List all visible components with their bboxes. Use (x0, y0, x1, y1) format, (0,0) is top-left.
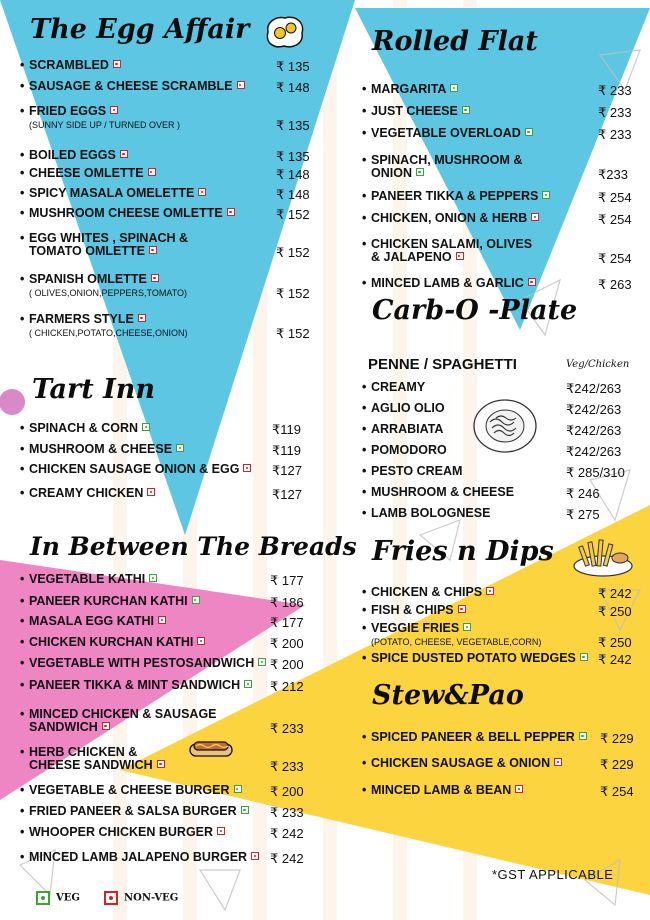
menu-item-price: ₹ 148 (276, 80, 310, 95)
veg-symbol-icon (450, 84, 458, 92)
menu-item-price: ₹ 212 (270, 679, 304, 694)
bullet-icon: • (20, 745, 25, 759)
menu-item-name: CHICKEN SALAMI, OLIVES & JALAPENO (371, 237, 533, 264)
menu-item-name: SPICY MASALA OMELETTE (29, 187, 206, 200)
menu-item-name: POMODORO (371, 443, 447, 457)
menu-item-price: ₹ 148 (276, 167, 310, 182)
bullet-icon: • (362, 82, 367, 96)
bullet-icon: • (20, 614, 25, 628)
bullet-icon: • (20, 421, 25, 435)
nonveg-symbol-icon (243, 464, 251, 472)
stew-pao-title: Stew&Pao (372, 680, 524, 711)
menu-item-name: LAMB BOLOGNESE (371, 506, 491, 520)
veg-symbol-icon (579, 732, 587, 740)
bullet-icon: • (20, 486, 25, 500)
gst-note: *GST APPLICABLE (492, 867, 614, 882)
bullet-icon: • (362, 756, 367, 770)
menu-item-price: ₹ 254 (600, 784, 634, 799)
menu-item-name: CHICKEN & CHIPS (371, 586, 494, 599)
menu-item-name: JUST CHEESE (371, 105, 470, 118)
legend-veg-label: VEG (56, 892, 80, 904)
bullet-icon: • (20, 79, 25, 93)
menu-item-price: ₹ 242 (270, 851, 304, 866)
bullet-icon: • (362, 464, 367, 478)
bullet-icon: • (362, 651, 367, 665)
menu-item-name: CHICKEN SAUSAGE ONION & EGG (29, 463, 251, 476)
menu-item-price: ₹119 (272, 443, 301, 458)
veg-symbol-icon (192, 596, 200, 604)
menu-item-price: ₹ 250 (598, 635, 632, 650)
menu-item-name: MINCED LAMB JALAPENO BURGER (29, 851, 259, 864)
menu-item-price: ₹ 242 (598, 586, 632, 601)
nonveg-symbol-icon (158, 616, 166, 624)
nonveg-symbol-icon (251, 852, 259, 860)
menu-item-name: WHOOPER CHICKEN BURGER (29, 826, 225, 839)
bullet-icon: • (20, 707, 25, 721)
menu-item-price: ₹ 200 (270, 636, 304, 651)
nonveg-symbol-icon (110, 106, 118, 114)
bullet-icon: • (362, 506, 367, 520)
bullet-icon: • (20, 594, 25, 608)
menu-item-name: FRIED PANEER & SALSA BURGER (29, 805, 249, 818)
menu-item-name: SAUSAGE & CHEESE SCRAMBLE (29, 80, 245, 93)
bullet-icon: • (362, 126, 367, 140)
menu-item-name: CHICKEN SAUSAGE & ONION (371, 757, 562, 770)
menu-item-price: ₹ 242 (270, 826, 304, 841)
menu-item-name: FISH & CHIPS (371, 604, 466, 617)
menu-item-price: ₹ 152 (276, 286, 310, 301)
bullet-icon: • (20, 206, 25, 220)
menu-item-name: AGLIO OLIO (371, 401, 445, 415)
bullet-icon: • (20, 804, 25, 818)
bullet-icon: • (362, 104, 367, 118)
menu-item-description: (POTATO, CHEESE, VEGETABLE,CORN) (371, 637, 542, 647)
menu-item-name: FARMERS STYLE (29, 313, 146, 326)
menu-item-price: ₹119 (272, 422, 301, 437)
menu-item-name: PANEER KURCHAN KATHI (29, 595, 200, 608)
menu-item-price: ₹ 254 (598, 212, 632, 227)
bullet-icon: • (20, 272, 25, 286)
menu-item-description: ( CHICKEN,POTATO,CHEESE,ONION) (29, 328, 188, 338)
menu-item-name: SPINACH & CORN (29, 422, 150, 435)
nonveg-symbol-icon (486, 587, 494, 595)
menu-item-price: ₹ 233 (598, 127, 632, 142)
veg-symbol-icon (542, 191, 550, 199)
menu-item-description: (SUNNY SIDE UP / TURNED OVER ) (29, 120, 181, 130)
menu-item-price: ₹ 242 (598, 652, 632, 667)
menu-item-price: ₹242/263 (566, 402, 622, 417)
veg-symbol-icon (176, 444, 184, 452)
bullet-icon: • (362, 422, 367, 436)
bullet-icon: • (362, 401, 367, 415)
bullet-icon: • (20, 148, 25, 162)
menu-item-name: SPANISH OMLETTE (29, 273, 159, 286)
menu-item-name: SPICE DUSTED POTATO WEDGES (371, 652, 588, 665)
pink-dot (0, 389, 25, 415)
nonveg-symbol-icon (458, 605, 466, 613)
menu-item-price: ₹ 186 (270, 595, 304, 610)
menu-item-price: ₹ 246 (566, 486, 600, 501)
veg-symbol-icon (258, 658, 266, 666)
menu-item-name: PANEER TIKKA & PEPPERS (371, 190, 550, 203)
bullet-icon: • (362, 443, 367, 457)
legend-nonveg-label: NON-VEG (124, 892, 179, 904)
bullet-icon: • (20, 572, 25, 586)
menu-item-price: ₹ 200 (270, 784, 304, 799)
menu-item-name: VEGETABLE OVERLOAD (371, 127, 533, 140)
nonveg-symbol-icon (237, 81, 245, 89)
bullet-icon: • (362, 153, 367, 167)
bullet-icon: • (362, 380, 367, 394)
menu-item-name: VEGETABLE WITH PESTOSANDWICH (29, 657, 266, 670)
menu-item-price: ₹ 135 (276, 149, 310, 164)
menu-item-price: ₹ 233 (270, 721, 304, 736)
menu-item-name: HERB CHICKEN & CHEESE SANDWICH (29, 746, 165, 772)
menu-item-name: EGG WHITES , SPINACH & TOMATO OMLETTE (29, 231, 189, 258)
menu-item-name: FRIED EGGS (29, 105, 118, 118)
nonveg-symbol-icon (197, 637, 205, 645)
menu-item-price: ₹ 152 (276, 207, 310, 222)
nonveg-symbol-icon (528, 278, 536, 286)
nonveg-symbol-icon (554, 758, 562, 766)
menu-item-price: ₹ 152 (276, 326, 310, 341)
menu-item-name: CHEESE OMLETTE (29, 167, 156, 180)
menu-item-price: ₹ 229 (600, 731, 634, 746)
menu-item-price: ₹ 135 (276, 118, 310, 133)
rolled-flat-title: Rolled Flat (372, 26, 538, 57)
tart-inn-title: Tart Inn (32, 374, 155, 405)
menu-item-name: MUSHROOM CHEESE OMLETTE (29, 207, 235, 220)
menu-item-price: ₹ 254 (598, 190, 632, 205)
carb-plate-subheading-note: Veg/Chicken (566, 359, 630, 370)
nonveg-symbol-icon (138, 314, 146, 322)
menu-item-name: CREAMY (371, 380, 426, 394)
bullet-icon: • (362, 585, 367, 599)
menu-item-name: MINCED LAMB & GARLIC (371, 277, 536, 290)
bullet-icon: • (20, 825, 25, 839)
menu-item-price: ₹ 233 (270, 759, 304, 774)
menu-item-name: VEGGIE FRIES (371, 622, 471, 635)
bullet-icon: • (362, 730, 367, 744)
nonveg-symbol-icon (151, 274, 159, 282)
menu-item-price: ₹127 (272, 463, 302, 478)
menu-item-price: ₹ 233 (270, 805, 304, 820)
veg-symbol-icon (525, 128, 533, 136)
bullet-icon: • (20, 850, 25, 864)
veg-symbol-icon (416, 168, 424, 176)
menu-item-price: ₹ 263 (598, 277, 632, 292)
veg-symbol-icon (36, 891, 50, 905)
menu-item-name: MUSHROOM & CHEESE (371, 485, 515, 499)
menu-item-price: ₹242/263 (566, 444, 622, 459)
menu-item-price: ₹ 148 (276, 187, 310, 202)
menu-item-name: SPICED PANEER & BELL PEPPER (371, 731, 587, 744)
menu-item-name: CHICKEN, ONION & HERB (371, 212, 539, 225)
carb-plate-subheading: PENNE / SPAGHETTI (368, 356, 517, 373)
veg-symbol-icon (462, 106, 470, 114)
menu-item-name: MUSHROOM & CHEESE (29, 443, 184, 456)
menu-item-name: ARRABIATA (371, 422, 444, 436)
nonveg-symbol-icon (227, 208, 235, 216)
menu-item-name: MARGARITA (371, 83, 458, 96)
menu-item-price: ₹ 200 (270, 657, 304, 672)
nonveg-symbol-icon (456, 252, 464, 260)
bullet-icon: • (20, 656, 25, 670)
bullet-icon: • (20, 104, 25, 118)
nonveg-symbol-icon (120, 150, 128, 158)
bullet-icon: • (20, 678, 25, 692)
menu-item-name: SPINACH, MUSHROOM & ONION (371, 153, 523, 180)
fries-icon (572, 532, 634, 578)
menu-item-price: ₹ 250 (598, 604, 632, 619)
bullet-icon: • (20, 442, 25, 456)
menu-item-description: ( OLIVES,ONION,PEPPERS,TOMATO) (29, 288, 188, 298)
veg-symbol-icon (241, 806, 249, 814)
menu-item-name: VEGETABLE & CHEESE BURGER (29, 784, 242, 797)
fries-title: Fries n Dips (372, 536, 554, 567)
menu-item-price: ₹242/263 (566, 423, 622, 438)
menu-item-price: ₹ 233 (598, 105, 632, 120)
menu-item-price: ₹127 (272, 487, 302, 502)
menu-item-name: BOILED EGGS (29, 149, 128, 162)
veg-symbol-icon (142, 423, 150, 431)
bullet-icon: • (362, 783, 367, 797)
nonveg-symbol-icon (157, 760, 165, 768)
nonveg-symbol-icon (102, 722, 110, 730)
menu-item-name: CREAMY CHICKEN (29, 487, 155, 500)
menu-item-name: MASALA EGG KATHI (29, 615, 166, 628)
bullet-icon: • (20, 166, 25, 180)
nonveg-symbol-icon (147, 488, 155, 496)
bullet-icon: • (20, 231, 25, 245)
veg-symbol-icon (149, 574, 157, 582)
menu-item-price: ₹242/263 (566, 381, 622, 396)
hotdog-icon (188, 738, 234, 760)
bullet-icon: • (20, 635, 25, 649)
bullet-icon: • (20, 186, 25, 200)
nonveg-symbol-icon (531, 213, 539, 221)
menu-item-price: ₹ 254 (598, 251, 632, 266)
veg-symbol-icon (463, 623, 471, 631)
menu-item-price: ₹ 229 (600, 757, 634, 772)
menu-item-price: ₹ 152 (276, 245, 310, 260)
bullet-icon: • (362, 276, 367, 290)
nonveg-symbol-icon (148, 168, 156, 176)
bullet-icon: • (362, 189, 367, 203)
menu-item-name: PANEER TIKKA & MINT SANDWICH (29, 679, 252, 692)
veg-symbol-icon (580, 653, 588, 661)
bullet-icon: • (20, 312, 25, 326)
egg-affair-title: The Egg Affair (30, 14, 250, 45)
nonveg-symbol-icon (104, 891, 118, 905)
menu-item-price: ₹ 285/310 (566, 465, 625, 480)
pasta-plate-icon (472, 398, 538, 454)
menu-item-name: CHICKEN KURCHAN KATHI (29, 636, 205, 649)
menu-item-price: ₹ 177 (270, 615, 304, 630)
bullet-icon: • (20, 783, 25, 797)
bullet-icon: • (20, 462, 25, 476)
bullet-icon: • (20, 58, 25, 72)
veg-symbol-icon (234, 785, 242, 793)
menu-item-price: ₹ 233 (598, 83, 632, 98)
nonveg-symbol-icon (217, 827, 225, 835)
bullet-icon: • (362, 211, 367, 225)
breads-title: In Between The Breads (30, 532, 357, 561)
menu-item-name: VEGETABLE KATHI (29, 573, 157, 586)
menu-item-name: MINCED LAMB & BEAN (371, 784, 523, 797)
menu-item-price: ₹233 (598, 167, 628, 182)
nonveg-symbol-icon (198, 188, 206, 196)
menu-item-price: ₹ 177 (270, 573, 304, 588)
nonveg-symbol-icon (515, 785, 523, 793)
legend-veg (36, 891, 80, 905)
bullet-icon: • (362, 485, 367, 499)
bullet-icon: • (362, 237, 367, 251)
menu-item-name: SCRAMBLED (29, 59, 121, 72)
legend-nonveg (104, 891, 178, 905)
carb-plate-title: Carb-O -Plate (372, 295, 578, 326)
bullet-icon: • (362, 603, 367, 617)
menu-item-price: ₹ 135 (276, 59, 310, 74)
menu-item-name: PESTO CREAM (371, 464, 463, 478)
nonveg-symbol-icon (113, 60, 121, 68)
bullet-icon: • (362, 621, 367, 635)
fried-egg-icon (264, 14, 306, 50)
menu-item-name: MINCED CHICKEN & SAUSAGE SANDWICH (29, 707, 217, 734)
menu-item-price: ₹ 275 (566, 507, 600, 522)
veg-symbol-icon (244, 680, 252, 688)
nonveg-symbol-icon (149, 246, 157, 254)
